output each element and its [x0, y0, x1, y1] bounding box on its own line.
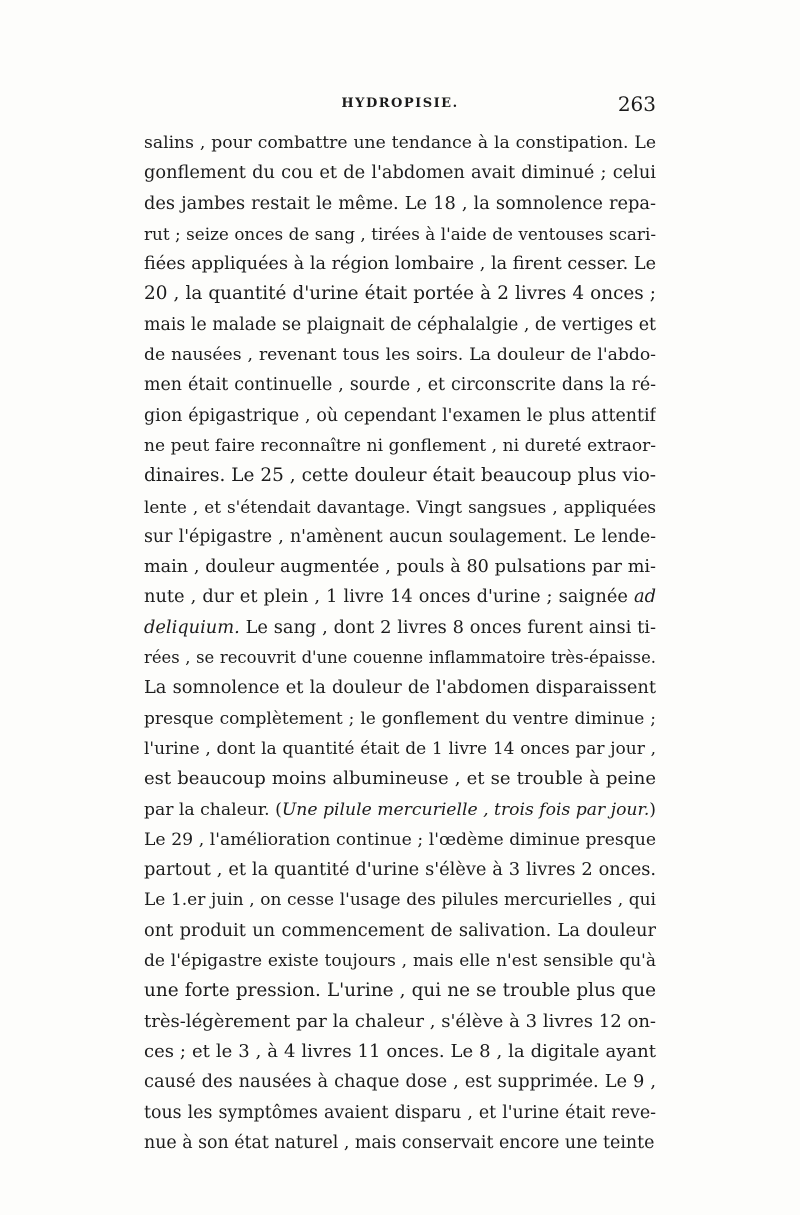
text-line: [144, 461, 656, 491]
text-segment: des jambes restait le même. Le 18 , la somnolence repa-: [144, 192, 656, 214]
text-line: [144, 976, 656, 1006]
text-segment: salins , pour combattre une tendance à la constipation. Le: [144, 133, 656, 153]
text-line: [144, 522, 656, 552]
text-segment: par la chaleur. (: [144, 799, 282, 820]
text-segment: nue à son état naturel , mais conservait encore une teinte: [144, 1132, 655, 1153]
text-line: [144, 1037, 656, 1067]
text-line: [144, 340, 656, 370]
text-line: [144, 158, 656, 188]
text-line: [144, 219, 656, 249]
text-segment: ): [649, 799, 656, 820]
text-segment: nute , dur et plein , 1 livre 14 onces d'urine ; saignée: [144, 586, 635, 608]
text-segment: main , douleur augmentée , pouls à 80 pulsations par mi-: [144, 557, 656, 578]
running-title: HYDROPISIE.: [341, 96, 459, 111]
text-segment: de l'épigastre existe toujours , mais elle n'est sensible qu'à: [144, 951, 656, 972]
text-segment: mais le malade se plaignait de céphalalgie , de vertiges et: [144, 314, 656, 335]
page-number: 263: [617, 92, 656, 116]
text-line: [144, 249, 656, 279]
text-segment: l'urine , dont la quantité était de 1 livre 14 onces par jour ,: [144, 738, 656, 759]
text-segment: gion épigastrique , où cependant l'examen le plus attentif: [144, 405, 656, 426]
text-segment: très-légèrement par la chaleur , s'élève à 3 livres 12 on-: [144, 1010, 656, 1032]
text-line: [144, 401, 656, 431]
text-segment: partout , et la quantité d'urine s'élève à 3 livres 2 onces.: [144, 859, 656, 881]
italic-text-segment: ad: [634, 586, 656, 608]
text-line: [144, 643, 656, 673]
text-segment: Le sang , dont 2 livres 8 onces furent ainsi ti-: [239, 616, 656, 638]
text-segment: ne peut faire reconnaître ni gonflement , ni dureté extraor-: [144, 435, 656, 456]
text-line: [144, 189, 656, 219]
text-line: [144, 128, 656, 158]
text-segment: lente , et s'étendait davantage. Vingt sangsues , appliquées: [144, 496, 656, 517]
text-segment: Le 29 , l'amélioration continue ; l'œdème diminue presque: [144, 829, 656, 850]
text-line: [144, 613, 656, 643]
text-line: [144, 885, 656, 915]
text-segment: Le 1.er juin , on cesse l'usage des pilules mercurielles , qui: [144, 890, 656, 911]
text-segment: fiées appliquées à la région lombaire , la firent cesser. Le: [144, 254, 656, 275]
text-segment: presque complètement ; le gonflement du ventre diminue ;: [144, 708, 656, 729]
text-line: [144, 795, 656, 825]
text-segment: de nausées , revenant tous les soirs. La douleur de l'abdo-: [144, 345, 656, 366]
text-line: [144, 673, 656, 703]
body-text: [144, 128, 656, 1158]
text-line: [144, 1098, 656, 1128]
page-header: [144, 92, 656, 122]
text-line: [144, 431, 656, 461]
text-line: [144, 310, 656, 340]
text-segment: 20 , la quantité d'urine était portée à 2 livres 4 onces ;: [144, 283, 656, 305]
text-line: [144, 1128, 656, 1158]
text-segment: ont produit un commencement de salivation. La douleur: [144, 919, 656, 941]
text-segment: une forte pression. L'urine , qui ne se trouble plus que: [144, 980, 656, 1002]
text-segment: rut ; seize onces de sang , tirées à l'aide de ventouses scari-: [144, 223, 656, 244]
text-segment: causé des nausées à chaque dose , est supprimée. Le 9 ,: [144, 1071, 656, 1093]
text-segment: est beaucoup moins albumineuse , et se trouble à peine: [144, 768, 656, 790]
text-segment: gonflement du cou et de l'abdomen avait diminué ; celui: [144, 162, 656, 184]
text-segment: ces ; et le 3 , à 4 livres 11 onces. Le 8 , la digitale ayant: [144, 1040, 656, 1062]
text-line: [144, 1007, 656, 1037]
italic-text-segment: deliquium.: [144, 616, 240, 638]
text-line: [144, 764, 656, 794]
text-line: [144, 279, 656, 309]
text-line: [144, 916, 656, 946]
text-segment: sur l'épigastre , n'amènent aucun soulagement. Le lende-: [144, 526, 656, 547]
text-line: [144, 855, 656, 885]
text-line: [144, 370, 656, 400]
text-line: [144, 492, 656, 522]
text-segment: rées , se recouvrit d'une couenne inflammatoire très-épaisse.: [144, 648, 656, 668]
text-line: [144, 946, 656, 976]
text-segment: men était continuelle , sourde , et circonscrite dans la ré-: [144, 375, 656, 396]
text-line: [144, 582, 656, 612]
italic-text-segment: Une pilule mercurielle , trois fois par jour.: [281, 799, 650, 820]
text-segment: La somnolence et la douleur de l'abdomen disparaissent: [144, 677, 656, 699]
text-segment: dinaires. Le 25 , cette douleur était beaucoup plus vio-: [144, 465, 656, 487]
text-segment: tous les symptômes avaient disparu , et l'urine était reve-: [144, 1102, 656, 1123]
text-line: [144, 552, 656, 582]
text-line: [144, 704, 656, 734]
text-line: [144, 1067, 656, 1097]
text-line: [144, 734, 656, 764]
text-line: [144, 825, 656, 855]
